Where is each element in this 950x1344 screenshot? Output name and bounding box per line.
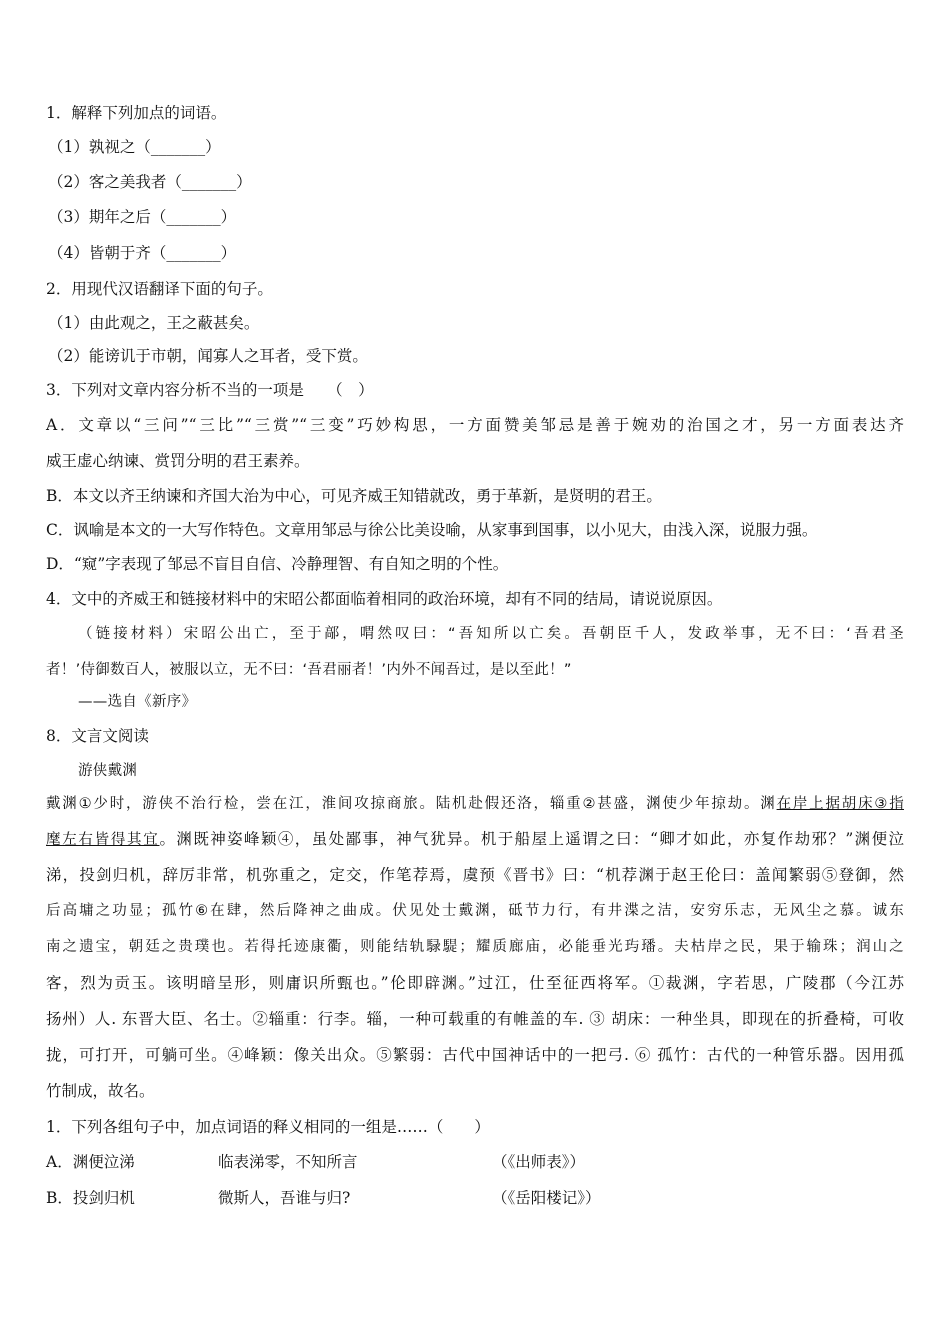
q3-option-c: C．讽喻是本文的一大写作特色。文章用邹忌与徐公比美设喻，从家事到国事，以小见大，由浅入深，说服力强。 [46, 521, 818, 539]
link-material-line2: 者！’侍御数百人，被服以立，无不曰：‘吾君丽者！’内外不闻吾过，是以至此！” [46, 662, 572, 678]
question-text: 下列各组句子中，加点词语的释义相同的一组是……（ ） [71, 1118, 490, 1136]
question-3 [46, 380, 374, 400]
passage-line-8: 拢，可打开，可躺可坐。④峰颖：像关出众。⑤繁弱：古代中国神话中的一把弓. ⑥ 孤竹：古代的一种管乐器。因用孤 [46, 1046, 904, 1064]
option-label: B．投剑归机 [46, 1189, 135, 1207]
passage-line-4: 后高墉之功显；孤竹⑥在肆，然后降神之曲成。伏见处士戴渊，砥节力行，有井渫之洁，安穷乐志，无风尘之慕。诚东 [46, 903, 904, 919]
passage-line-9: 竹制成，故名。 [46, 1082, 155, 1100]
q1-item-4: （4）皆朝于齐（_______） [48, 244, 237, 262]
passage-line-2 [46, 829, 904, 850]
option-row-a [46, 1152, 906, 1172]
passage-text: 。渊既神姿峰颖④，虽处鄙事，神气犹异。机于船屋上遥谓之曰：“卿才如此，亦复作劫邪？”渊便泣 [159, 830, 904, 848]
underlined-sentence: 在岸上据胡床③指 [776, 796, 904, 812]
option-source: （《岳阳楼记》） [492, 1189, 601, 1207]
q3-option-a-line1: A．文章以“三问”“三比”“三赏”“三变”巧妙构思，一方面赞美邹忌是善于婉劝的治国之才，另一方面表达齐 [46, 416, 904, 434]
question-2 [46, 279, 273, 299]
section-8-question-1 [46, 1117, 490, 1137]
link-material-line1: （链接材料）宋昭公出亡，至于鄗，喟然叹曰：“吾知所以亡矣。吾朝臣千人，发政举事，无不曰：‘吾君圣 [78, 626, 904, 642]
option-sentence: 临表涕零，不知所言 [218, 1153, 358, 1171]
question-number: 2． [46, 280, 72, 298]
question-number: 1． [46, 1118, 72, 1136]
passage-line-5: 南之遗宝，朝廷之贵璞也。若得托迹康衢，则能结轨騄騠；耀质廊庙，必能垂光玙璠。夫枯岸之民，果于输珠；润山之 [46, 939, 904, 955]
question-text: 下列对文章内容分析不当的一项是 （ ） [71, 381, 374, 399]
q3-option-a-line2: 威王虚心纳谏、赏罚分明的君王素养。 [46, 452, 310, 470]
question-text: 文中的齐威王和链接材料中的宋昭公都面临着相同的政治环境，却有不同的结局，请说说原因。 [71, 590, 723, 608]
passage-text: 戴渊①少时，游侠不治行检，尝在江，淮间攻掠商旅。陆机赴假还洛，辎重②甚盛，渊使少年掠劫。渊 [46, 796, 777, 812]
passage-line-3: 涕，投剑归机，辞厉非常，机弥重之，定交，作笔荐焉，虞预《晋书》曰：“机荐渊于赵王伦曰：盖闻繁弱⑤登御，然 [46, 866, 904, 884]
section-8-heading: 8．文言文阅读 [46, 727, 149, 745]
option-sentence: 微斯人，吾谁与归? [218, 1189, 351, 1207]
q1-item-1: （1）孰视之（_______） [48, 138, 221, 156]
q1-item-3: （3）期年之后（_______） [48, 208, 237, 226]
question-text: 用现代汉语翻译下面的句子。 [71, 280, 273, 298]
passage-line-6: 客，烈为贡玉。该明暗呈形，则庸识所甄也。”伦即辟渊。”过江，仕至征西将军。①裁渊，字若思，广陵郡（今江苏 [46, 974, 904, 992]
link-material-source: ——选自《新序》 [78, 694, 197, 710]
option-source: （《出师表》） [492, 1153, 586, 1171]
passage-line-1 [46, 794, 904, 814]
q1-item-2: （2）客之美我者（_______） [48, 173, 252, 191]
question-text: 解释下列加点的词语。 [71, 104, 227, 122]
option-label: A．渊便泣涕 [46, 1153, 135, 1171]
passage-title: 游侠戴渊 [78, 763, 138, 779]
q2-item-1: （1）由此观之，王之蔽甚矣。 [48, 314, 260, 332]
q2-item-2: （2）能谤讥于市朝，闻寡人之耳者，受下赏。 [48, 347, 368, 365]
q3-option-d: D．“窥”字表现了邹忌不盲目自信、冷静理智、有自知之明的个性。 [46, 555, 509, 573]
question-1 [46, 103, 226, 123]
question-number: 4． [46, 590, 72, 608]
question-number: 1． [46, 104, 72, 122]
option-row-b [46, 1188, 906, 1208]
question-number: 3． [46, 381, 72, 399]
passage-line-7: 扬州）人. 东晋大臣、名士。②辎重：行李。辎，一种可载重的有帷盖的车. ③ 胡床：一种坐具，即现在的折叠椅，可收 [46, 1010, 904, 1028]
underlined-sentence: 麾左右皆得其宜 [46, 832, 160, 848]
question-4 [46, 589, 722, 609]
q3-option-b: B．本文以齐王纳谏和齐国大治为中心，可见齐威王知错就改，勇于革新，是贤明的君王。 [46, 487, 662, 505]
